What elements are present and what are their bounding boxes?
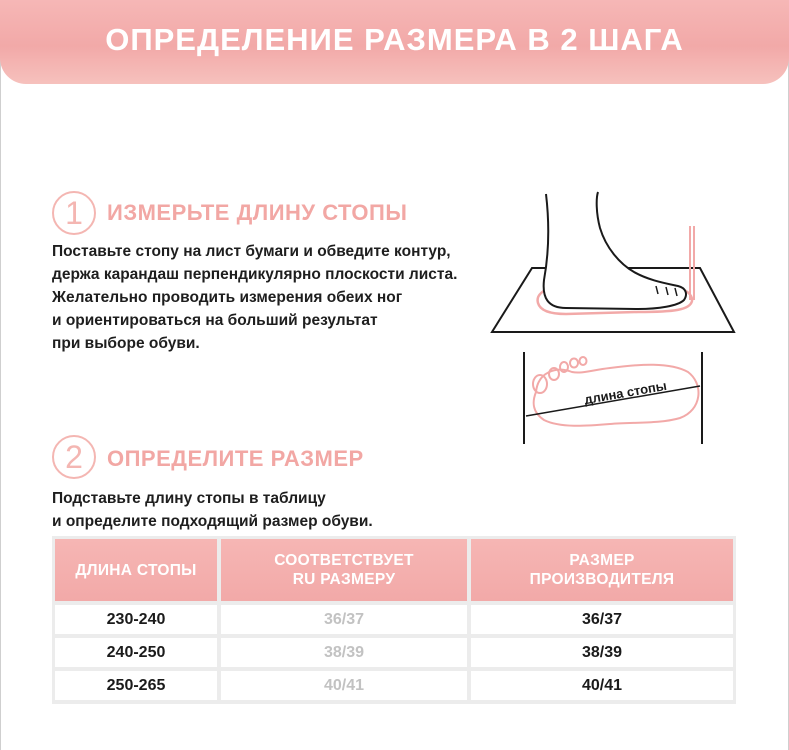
table-row <box>55 605 733 634</box>
foot-outline <box>544 192 686 309</box>
step-2-number: 2 <box>65 439 83 475</box>
page-title: ОПРЕДЕЛЕНИЕ РАЗМЕРА В 2 ШАГА <box>105 22 684 57</box>
step-1-line: Поставьте стопу на лист бумаги и обведите контур, <box>52 243 451 260</box>
size-table-body <box>55 605 733 700</box>
cell-maker-size: 38/39 <box>471 638 733 667</box>
step-1-line: держа карандаш перпендикулярно плоскости листа. <box>52 266 458 283</box>
header-line: ПРОИЗВОДИТЕЛЯ <box>529 571 675 588</box>
step-2-title: ОПРЕДЕЛИТЕ РАЗМЕР <box>107 446 364 471</box>
toe-mark <box>580 357 587 365</box>
cell-ru-size: 40/41 <box>221 671 467 700</box>
step-1-title: ИЗМЕРЬТЕ ДЛИНУ СТОПЫ <box>107 200 408 225</box>
size-table-header <box>55 539 733 601</box>
header-maker-size <box>471 539 733 601</box>
header-foot-length <box>55 539 217 601</box>
step-2-number-circle <box>52 435 96 479</box>
header-line: СООТВЕТСТВУЕТ <box>274 552 414 569</box>
step-1-number-circle <box>52 191 96 235</box>
cell-foot-length: 250-265 <box>55 671 217 700</box>
step-1-line: Желательно проводить измерения обеих ног <box>52 289 403 306</box>
step-2-line: и определите подходящий размер обуви. <box>52 513 373 530</box>
step-1-text <box>52 240 457 355</box>
foot-side-illustration <box>488 188 740 338</box>
foot-length-label: длина стопы <box>582 377 668 408</box>
step-2-text <box>52 487 373 533</box>
toe-mark <box>533 375 547 393</box>
header-line: ДЛИНА СТОПЫ <box>75 561 197 579</box>
size-table <box>52 536 736 704</box>
cell-foot-length: 230-240 <box>55 605 217 634</box>
left-border <box>0 0 1 750</box>
foot-top-illustration <box>520 350 710 446</box>
header-line: RU РАЗМЕРУ <box>292 571 396 588</box>
title-banner <box>0 0 789 84</box>
cell-maker-size: 40/41 <box>471 671 733 700</box>
step-2-line: Подставьте длину стопы в таблицу <box>52 490 326 507</box>
cell-foot-length: 240-250 <box>55 638 217 667</box>
cell-ru-size: 38/39 <box>221 638 467 667</box>
step-1-line: и ориентироваться на больший результат <box>52 312 378 329</box>
table-row <box>55 671 733 700</box>
table-row <box>55 638 733 667</box>
step-1-number: 1 <box>65 195 83 231</box>
toe-mark <box>570 359 578 368</box>
header-line: РАЗМЕР <box>569 552 635 569</box>
step-1-line: при выборе обуви. <box>52 335 200 352</box>
header-ru-size <box>221 539 467 601</box>
cell-ru-size: 36/37 <box>221 605 467 634</box>
cell-maker-size: 36/37 <box>471 605 733 634</box>
